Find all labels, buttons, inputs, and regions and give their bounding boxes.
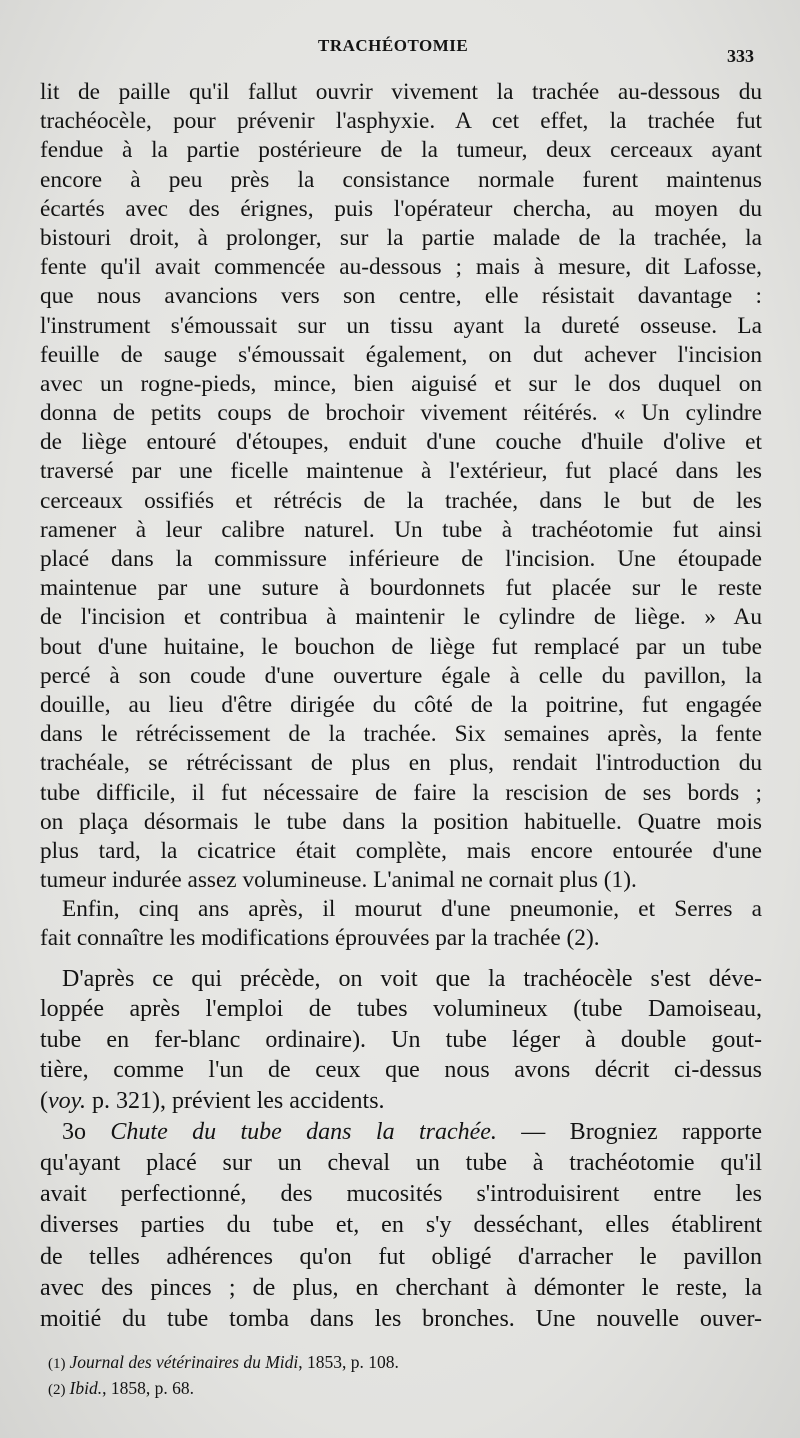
text-line: tube en fer-blanc ordinaire). Un tube léger à double gout- — [40, 1026, 762, 1053]
footnote-source: Journal des vétérinaires du Midi — [69, 1352, 299, 1372]
section-heading-line — [40, 1117, 762, 1148]
text-line: plus tard, la cicatrice était complète, mais encore entourée d'une — [40, 837, 762, 864]
text-line: lit de paille qu'il fallut ouvrir vivement la trachée au-dessous du — [40, 79, 762, 105]
text-line: avait perfectionné, des mucosités s'introduisirent entre les — [40, 1181, 762, 1208]
text-line: trachéale, se rétrécissant de plus en plus, rendait l'introduction du — [40, 750, 762, 777]
text-line: avec un rogne-pieds, mince, bien aiguisé et sur le dos duquel on — [40, 370, 762, 397]
text-line: D'après ce qui précède, on voit que la trachéocèle s'est déve- — [62, 965, 762, 992]
text-line: dans le rétrécissement de la trachée. Six semaines après, la fente — [40, 721, 762, 748]
text-line: tumeur indurée assez volumineuse. L'animal ne cornait plus (1). — [40, 867, 637, 894]
text-line: encore à peu près la consistance normale furent maintenus — [40, 166, 762, 193]
text-fragment: p. 321), prévient les accidents. — [85, 1088, 385, 1114]
body-text — [40, 78, 762, 1336]
text-line: de liège entouré d'étoupes, enduit d'une couche d'huile d'olive et — [40, 429, 762, 456]
section-title: Chute du tube dans la trachée. — [110, 1118, 497, 1145]
text-line: qu'ayant placé sur un cheval un tube à trachéotomie qu'il — [40, 1149, 762, 1176]
page-number: 333 — [727, 46, 754, 66]
text-fragment: — Brogniez rapporte — [496, 1118, 762, 1145]
text-line: bistouri droit, à prolonger, sur la partie malade de la trachée, la — [40, 224, 762, 251]
text-line: on plaça désormais le tube dans la position habituelle. Quatre mois — [40, 808, 762, 835]
text-line: traversé par une ficelle maintenue à l'extérieur, fut placé dans les — [40, 458, 762, 485]
text-line: feuille de sauge s'émoussait également, on dut achever l'incision — [40, 341, 762, 368]
text-line: de telles adhérences qu'on fut obligé d'arracher le pavillon — [40, 1243, 762, 1270]
footnote-text: , 1853, p. 108. — [298, 1352, 399, 1372]
text-line: fente qu'il avait commencée au-dessous ; mais à mesure, dit Lafosse, — [40, 254, 762, 281]
text-line: tière, comme l'un de ceux que nous avons décrit ci-dessus — [40, 1057, 762, 1084]
text-line: tube difficile, il fut nécessaire de faire la rescision de ses bords ; — [40, 779, 762, 806]
footnote-mark: (2) — [48, 1382, 66, 1398]
footnotes — [48, 1349, 748, 1401]
text-line: percé à son coude d'une ouverture égale à celle du pavillon, la — [40, 662, 762, 689]
text-line: cerceaux ossifiés et rétrécis de la trachée, dans le but de les — [40, 487, 762, 514]
footnote-source: Ibid. — [69, 1378, 103, 1398]
text-line: maintenue par une suture à bourdonnets fut placée sur le reste — [40, 575, 762, 602]
section-3 — [40, 1117, 762, 1336]
text-line: loppée après l'emploi de tubes volumineux (tube Damoiseau, — [40, 996, 762, 1023]
section-number: 3o — [62, 1118, 86, 1145]
paragraph-2 — [40, 964, 762, 1117]
running-title: TRACHÉOTOMIE — [318, 36, 469, 55]
text-line: que nous avancions vers son centre, elle résistait davantage : — [40, 283, 762, 310]
text-line: donna de petits coups de brochoir vivement réitérés. « Un cylindre — [40, 400, 762, 427]
paragraph-1 — [40, 78, 762, 954]
abbreviation-voy: voy. — [48, 1088, 86, 1114]
footnote-text: , 1858, p. 68. — [102, 1378, 194, 1398]
footnote — [48, 1349, 748, 1375]
footnote-mark: (1) — [48, 1356, 66, 1372]
text-line: fendue à la partie postérieure de la tumeur, deux cerceaux ayant — [40, 137, 762, 164]
text-line: Enfin, cinq ans après, il mourut d'une pneumonie, et Serres a — [62, 896, 762, 923]
text-line: ramener à leur calibre naturel. Un tube à trachéotomie fut ainsi — [40, 516, 762, 543]
text-line: avec des pinces ; de plus, en cherchant à démonter le reste, la — [40, 1275, 762, 1302]
text-line: douille, au lieu d'être dirigée du côté de la poitrine, fut engagée — [40, 691, 762, 718]
text-line: placé dans la commissure inférieure de l'incision. Une étoupade — [40, 546, 762, 572]
text-line: diverses parties du tube et, en s'y desséchant, elles établirent — [40, 1212, 762, 1239]
footnote — [48, 1375, 748, 1401]
text-line: fait connaître les modifications éprouvées par la trachée (2). — [40, 925, 600, 952]
text-line: trachéocèle, pour prévenir l'asphyxie. A cet effet, la trachée fut — [40, 108, 762, 135]
text-line: (voy. p. 321), prévient les accidents. — [40, 1088, 385, 1114]
text-line: moitié du tube tomba dans les bronches. Une nouvelle ouver- — [40, 1306, 762, 1333]
text-line: de l'incision et contribua à maintenir le cylindre de liège. » Au — [40, 604, 762, 631]
text-line: l'instrument s'émoussait sur un tissu ayant la dureté osseuse. La — [40, 312, 762, 339]
running-header — [0, 36, 800, 66]
text-line: bout d'une huitaine, le bouchon de liège fut remplacé par un tube — [40, 633, 762, 660]
text-line: écartés avec des érignes, puis l'opérateur chercha, au moyen du — [40, 195, 762, 222]
